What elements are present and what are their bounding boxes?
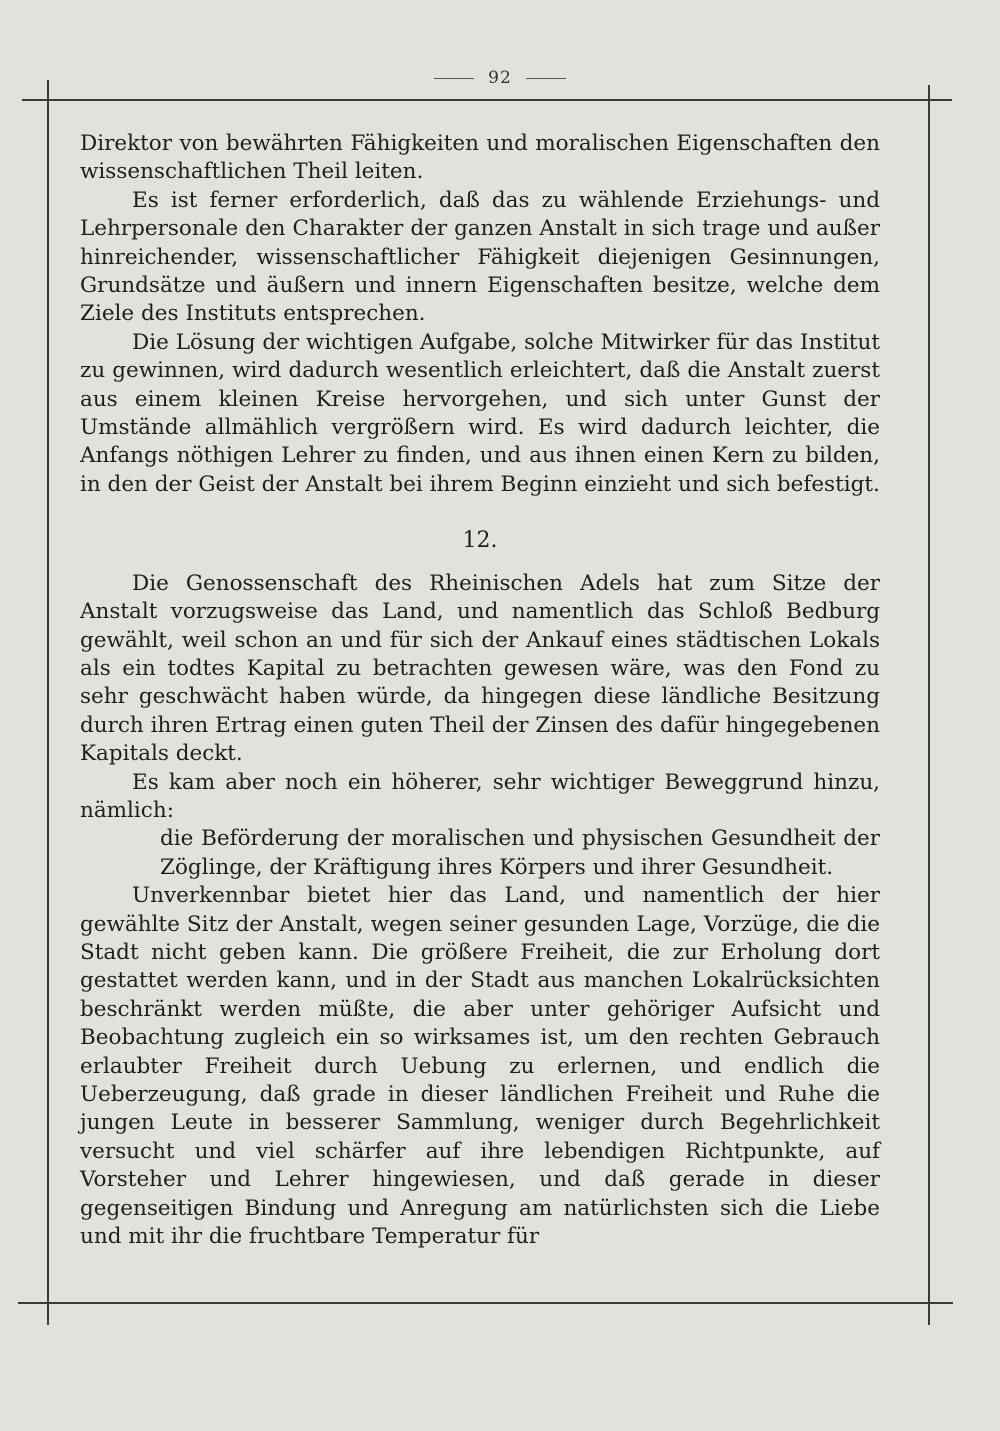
header-dash-right: [526, 78, 566, 79]
paragraph: Unverkennbar bietet hier das Land, und namentlich der hier gewählte Sitz der Anstalt, wegen seiner gesunden Lage, Vorzüge, die die Stadt nicht geben kann. Die größere Freiheit, die zur Erholung dort gestattet werden kann, und in der Stadt aus manchen Lokalrücksichten beschränkt werden müßte, die aber unter gehöriger Aufsicht und Beobachtung zugleich ein so wirksames ist, um den rechten Gebrauch erlaubter Freiheit durch Uebung zu erlernen, und endlich die Ueberzeugung, daß grade in dieser ländlichen Freiheit und Ruhe die jungen Leute in besserer Sammlung, weniger durch Begehrlichkeit versucht und viel schärfer auf ihre lebendigen Richtpunkte, auf Vorsteher und Lehrer hingewiesen, und daß gerade in dieser gegenseitigen Bindung und Anregung am natürlichsten sich die Liebe und mit ihr die fruchtbare Temperatur für: [80, 883, 880, 1250]
page-number: 92: [488, 68, 512, 88]
page-header: [0, 68, 1000, 88]
paragraph: Die Genossenschaft des Rheinischen Adels hat zum Sitze der Anstalt vorzugsweise das Land, und namentlich das Schloß Bedburg gewählt, weil schon an und für sich der Ankauf eines städtischen Lokals als ein todtes Kapital zu betrachten gewesen wäre, was den Fond zu sehr geschwächt haben würde, da hingegen diese ländliche Besitzung durch ihren Ertrag einen guten Theil der Zinsen des dafür hingegebenen Kapitals deckt.: [80, 570, 880, 767]
body-text: [80, 130, 880, 1251]
paragraph: Es ist ferner erforderlich, daß das zu wählende Erziehungs- und Lehrpersonale den Charakter der ganzen Anstalt in sich trage und außer hinreichender, wissenschaftlicher Fähigkeit diejenigen Gesinnungen, Grundsätze und äußern und innern Eigenschaften besitze, welche dem Ziele des Instituts entsprechen.: [80, 187, 880, 327]
section-number: 12.: [462, 528, 498, 554]
paragraph: Direktor von bewährten Fähigkeiten und moralischen Eigenschaften den wissenschaftlichen Theil leiten.: [80, 131, 880, 185]
paragraph: Die Lösung der wichtigen Aufgabe, solche Mitwirker für das Institut zu gewinnen, wird dadurch wesentlich erleichtert, daß die Anstalt zuerst aus einem kleinen Kreise hervorgehen, und sich unter Gunst der Umstände allmählich vergrößern wird. Es wird dadurch leichter, die Anfangs nöthigen Lehrer zu finden, und aus ihnen einen Kern zu bilden, in den der Geist der Anstalt bei ihrem Beginn einzieht und sich befestigt.: [80, 329, 880, 497]
indented-quote: die Beförderung der moralischen und physischen Gesundheit der Zöglinge, der Kräftigung ihres Körpers und ihrer Gesundheit.: [160, 826, 880, 880]
right-rule: [928, 85, 930, 1325]
top-rule: [22, 99, 952, 101]
left-rule: [47, 80, 49, 1325]
paragraph: Es kam aber noch ein höherer, sehr wichtiger Beweggrund hinzu, nämlich:: [80, 769, 880, 823]
bottom-rule: [18, 1302, 953, 1304]
header-dash-left: [434, 78, 474, 79]
